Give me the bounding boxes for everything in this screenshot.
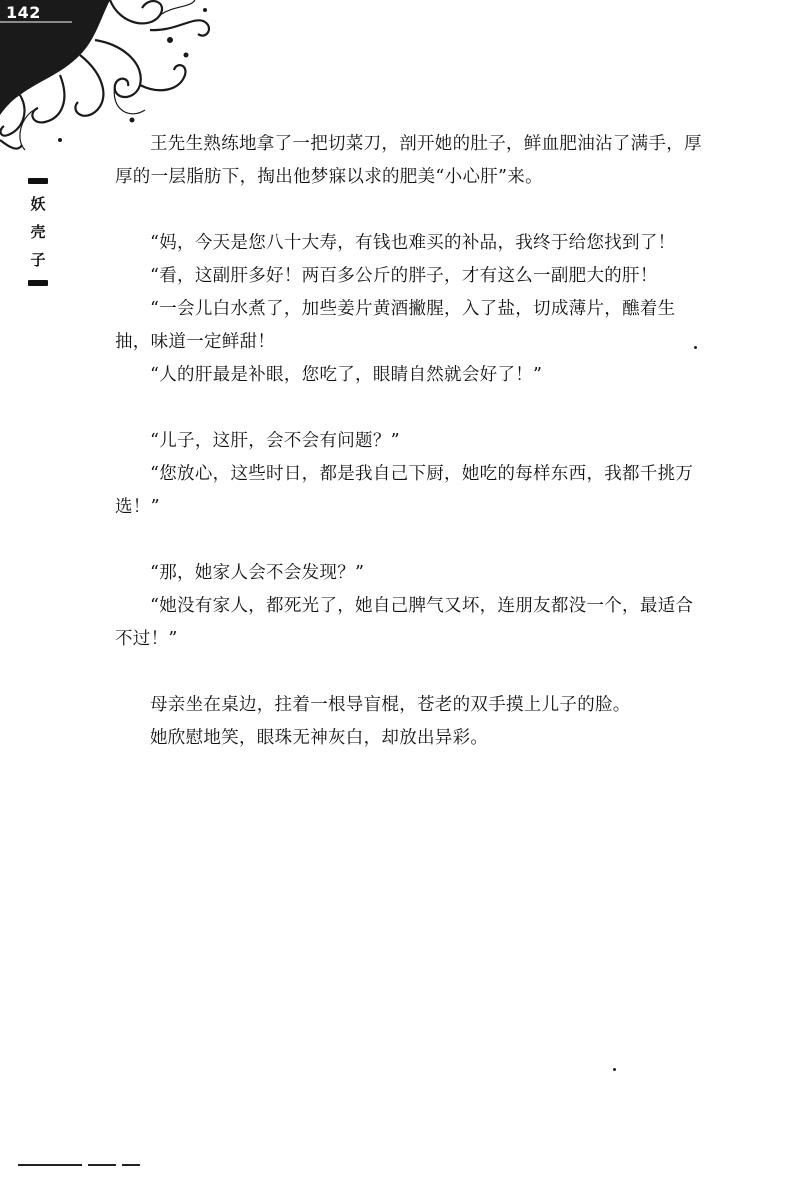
footer-rule xyxy=(122,1164,140,1166)
paragraph: “她没有家人，都死光了，她自己脾气又坏，连朋友都没一个，最适合不过！” xyxy=(115,596,694,649)
side-title-char: 妖 xyxy=(30,195,46,213)
paragraph-gap xyxy=(115,656,709,689)
title-bracket-bottom xyxy=(28,280,48,286)
paragraph: 她欣慰地笑，眼珠无神灰白，却放出异彩。 xyxy=(150,728,489,748)
paragraph-gap xyxy=(115,194,709,227)
footer-rule xyxy=(88,1164,116,1166)
paragraph: “儿子，这肝，会不会有问题？” xyxy=(150,431,400,451)
side-book-title xyxy=(26,178,50,286)
paragraph: 王先生熟练地拿了一把切菜刀，剖开她的肚子，鲜血肥油沾了满手，厚厚的一层脂肪下，掏出他梦寐以求的肥美“小心肝”来。 xyxy=(115,134,702,187)
paragraph: 母亲坐在桌边，拄着一根导盲棍，苍老的双手摸上儿子的脸。 xyxy=(150,695,631,715)
side-title-char: 壳 xyxy=(30,223,46,241)
side-title-char: 子 xyxy=(30,251,46,269)
title-bracket-top xyxy=(28,178,48,184)
paragraph-gap xyxy=(115,524,709,557)
footer-rule xyxy=(18,1164,82,1166)
page-number: 142 xyxy=(6,3,41,22)
paragraph: “您放心，这些时日，都是我自己下厨，她吃的每样东西，我都千挑万选！” xyxy=(115,464,694,517)
paragraph: “妈，今天是您八十大寿，有钱也难买的补品，我终于给您找到了！ xyxy=(150,233,676,253)
paragraph: “看，这副肝多好！两百多公斤的胖子，才有这么一副肥大的肝！ xyxy=(150,266,658,286)
speck-mark xyxy=(613,1068,616,1071)
paragraph: “一会儿白水煮了，加些姜片黄酒撇腥，入了盐，切成薄片，醮着生抽，味道一定鲜甜！ xyxy=(115,299,676,352)
paragraph-gap xyxy=(115,392,709,425)
story-body xyxy=(115,128,709,755)
paragraph: “人的肝最是补眼，您吃了，眼睛自然就会好了！” xyxy=(150,365,543,385)
speck-mark xyxy=(694,346,697,349)
paragraph: “那，她家人会不会发现？” xyxy=(150,563,365,583)
